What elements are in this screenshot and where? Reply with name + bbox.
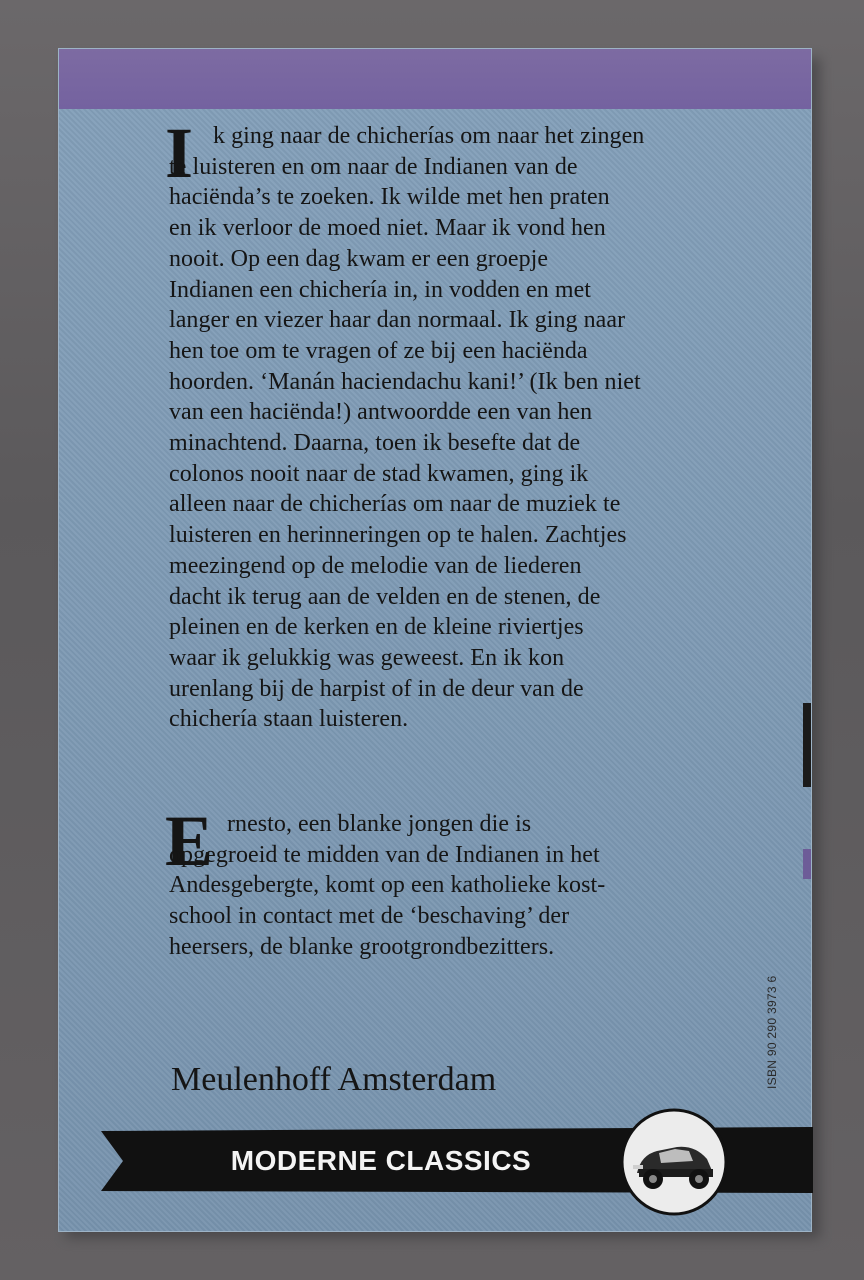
summary-line: heersers, de blanke grootgrondbezitters. xyxy=(169,933,555,960)
excerpt-line: te luisteren en om naar de Indianen van de xyxy=(169,153,578,180)
excerpt-line: haciënda’s te zoeken. Ik wilde met hen praten xyxy=(169,184,610,211)
excerpt-line: Indianen een chichería in, in vodden en met xyxy=(169,276,591,303)
excerpt-line: en ik verloor de moed niet. Maar ik vond hen xyxy=(169,215,606,242)
vintage-car-icon xyxy=(619,1107,729,1217)
excerpt-line: chichería staan luisteren. xyxy=(169,706,409,733)
summary-dropcap: E xyxy=(165,801,214,881)
excerpt-dropcap: I xyxy=(165,113,194,193)
excerpt-line: k ging naar de chicherías om naar het zingen xyxy=(213,123,645,149)
summary-line: opgegroeid te midden van de Indianen in het xyxy=(169,841,600,868)
excerpt-line: hen toe om te vragen of ze bij een haciënda xyxy=(169,337,588,364)
excerpt-line: colonos nooit naar de stad kwamen, ging ik xyxy=(169,460,589,487)
spine-edge-mark xyxy=(803,703,811,787)
book-back-cover xyxy=(58,48,812,1232)
excerpt-line: waar ik gelukkig was geweest. En ik kon xyxy=(169,644,565,671)
spine-edge-mark-purple xyxy=(803,849,811,879)
summary-paragraph xyxy=(169,809,749,963)
series-label: MODERNE CLASSICS xyxy=(230,1145,532,1176)
excerpt-line: van een haciënda!) antwoordde een van hen xyxy=(169,399,593,426)
excerpt-paragraph xyxy=(169,121,749,735)
isbn-number: ISBN 90 290 3973 6 xyxy=(765,975,779,1089)
excerpt-line: pleinen en de kerken en de kleine riviertjes xyxy=(169,614,584,641)
excerpt-line: langer en viezer haar dan normaal. Ik ging naar xyxy=(169,307,626,334)
summary-line: Andesgebergte, komt op een katholieke kost- xyxy=(169,872,606,899)
excerpt-line: hoorden. ‘Manán haciendachu kani!’ (Ik ben niet xyxy=(169,368,641,395)
excerpt-line: meezingend op de melodie van de liederen xyxy=(169,552,582,579)
excerpt-line: luisteren en herinneringen op te halen. Zachtjes xyxy=(169,522,627,549)
top-color-band xyxy=(59,49,811,109)
excerpt-line: nooit. Op een dag kwam er een groepje xyxy=(169,245,549,272)
summary-line: rnesto, een blanke jongen die is xyxy=(227,811,532,837)
summary-line: school in contact met de ‘beschaving’ der xyxy=(169,903,570,930)
excerpt-line: alleen naar de chicherías om naar de muziek te xyxy=(169,491,621,518)
excerpt-line: dacht ik terug aan de velden en de stenen, de xyxy=(169,583,601,610)
excerpt-line: minachtend. Daarna, toen ik besefte dat de xyxy=(169,430,581,457)
publisher-name: Meulenhoff Amsterdam xyxy=(171,1061,497,1098)
excerpt-line: urenlang bij de harpist of in de deur van de xyxy=(169,675,584,702)
